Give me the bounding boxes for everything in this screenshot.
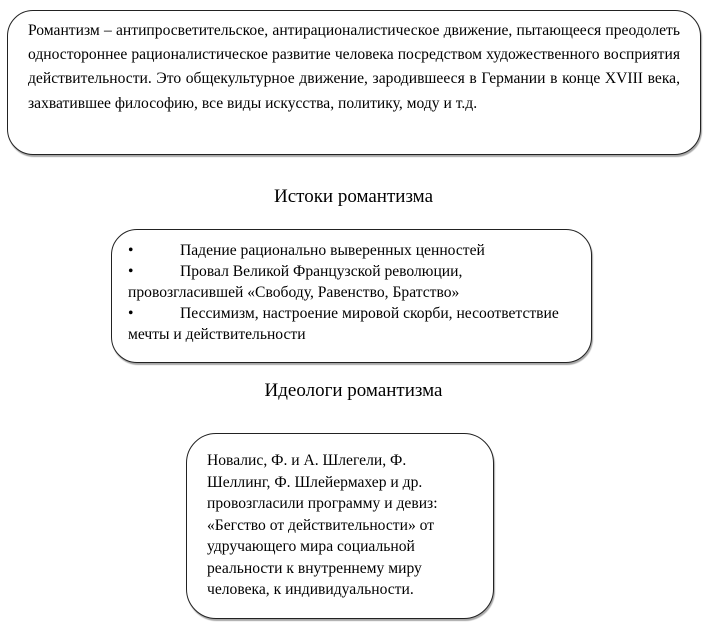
ideologists-box <box>186 433 494 619</box>
bullet-icon: • <box>128 263 134 280</box>
sources-item <box>128 261 575 303</box>
sources-box <box>111 229 592 363</box>
sources-item-text: Пессимизм, настроение мировой скорби, несоответствие мечты и действительности <box>128 305 559 343</box>
sources-item <box>128 240 575 261</box>
definition-box <box>7 10 701 155</box>
sources-item-text: Провал Великой Французской революции, провозгласившей «Свободу, Равенство, Братство» <box>128 263 463 301</box>
bullet-icon: • <box>128 242 134 259</box>
bullet-icon: • <box>128 305 134 322</box>
ideologists-text: Новалис, Ф. и А. Шлегели, Ф. Шеллинг, Ф. Шлейермахер и др. провозгласили программу и девиз: «Бегство от действительности» от удручающего мира социальной реальности к внутреннему миру человека, к индивидуальности. <box>207 452 438 598</box>
sources-item-text: Падение рационально выверенных ценностей <box>180 242 485 259</box>
ideologists-title: Идеологи романтизма <box>264 380 443 401</box>
sources-title: Истоки романтизма <box>273 186 434 207</box>
definition-text: Романтизм – антипросветительское, антирационалистическое движение, пытающееся преодолеть одностороннее рационалистическое развитие человека посредством художественного восприятия действительности. Это общекультурное движение, зародившееся в Германии в конце XVIII века, захватившее философию, все виды искусства, политику, моду и т.д. <box>28 22 680 112</box>
sources-item <box>128 303 575 345</box>
